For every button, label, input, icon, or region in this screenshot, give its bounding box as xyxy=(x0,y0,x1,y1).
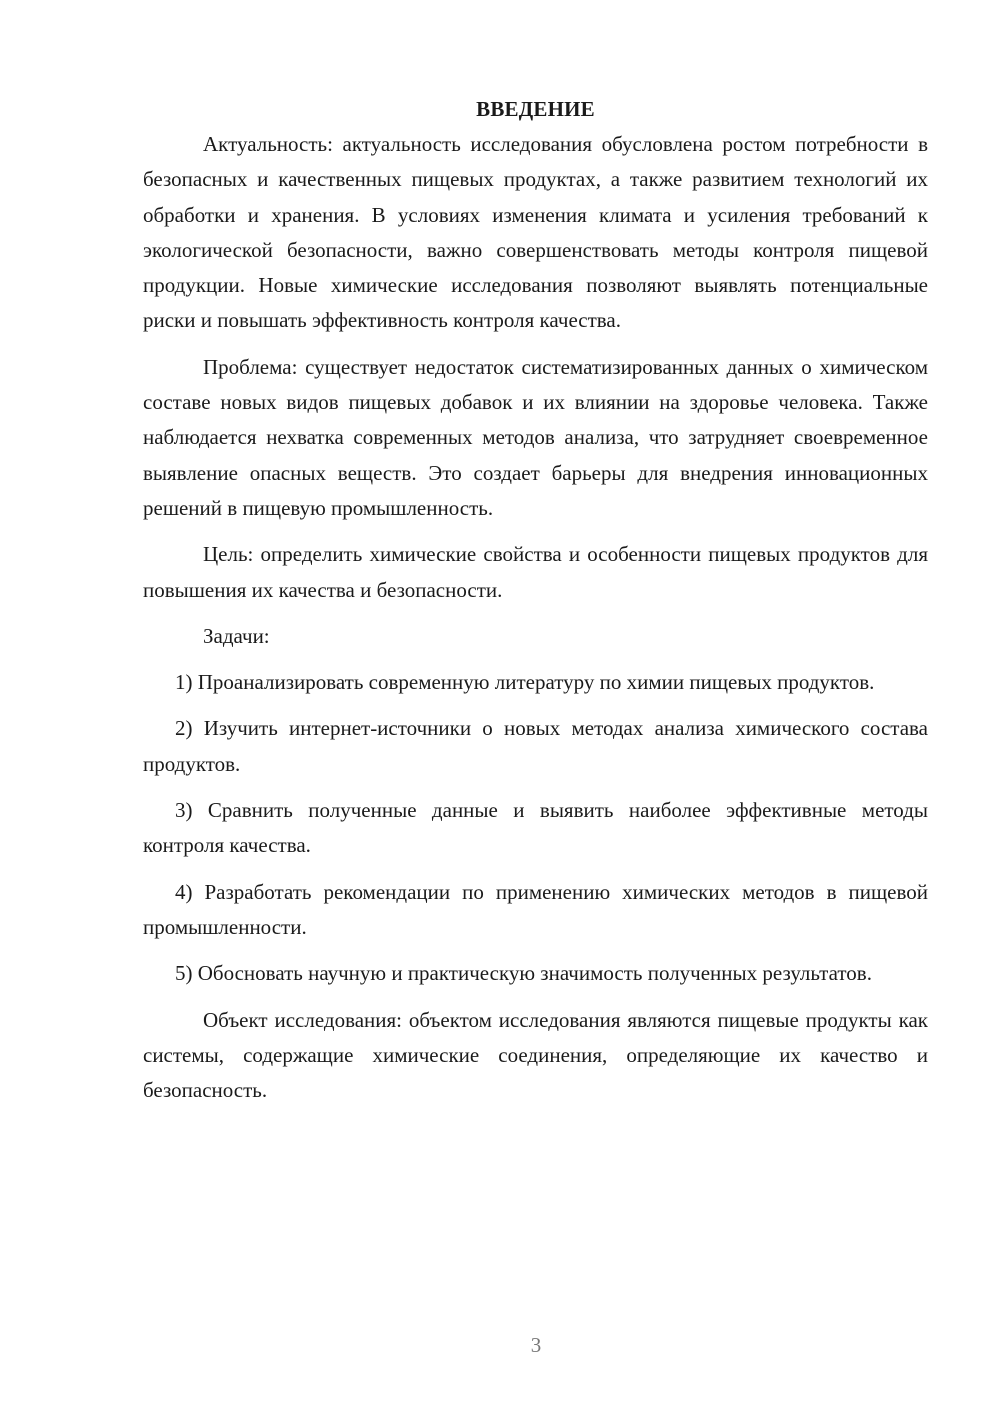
tasks-heading: Задачи: xyxy=(203,623,270,648)
task-item: 1) Проанализировать современную литературу по химии пищевых продуктов. xyxy=(175,670,875,695)
problem-paragraph: Проблема: существует недостаток систематизированных данных о химическом составе новых видов пищевых добавок и их влиянии на здоровье человека. Также наблюдается нехватка современных методов анализа, что затрудняет своевременное выявление опасных веществ. Это создает барьеры для внедрения инновационных решений в пищевую промышленность. xyxy=(143,354,928,520)
task-item: 2) Изучить интернет-источники о новых методах анализа химического состава продуктов. xyxy=(143,716,928,776)
task-item: 3) Сравнить полученные данные и выявить наиболее эффективные методы контроля качества. xyxy=(143,798,928,858)
task-item: 5) Обосновать научную и практическую значимость полученных результатов. xyxy=(175,961,872,986)
page-title: ВВЕДЕНИЕ xyxy=(476,97,595,121)
page-number: 3 xyxy=(530,1333,542,1357)
task-item: 4) Разработать рекомендации по применению химических методов в пищевой промышленности. xyxy=(143,879,928,939)
goal-paragraph: Цель: определить химические свойства и особенности пищевых продуктов для повышения их качества и безопасности. xyxy=(143,542,928,602)
relevance-paragraph: Актуальность: актуальность исследования обусловлена ростом потребности в безопасных и качественных пищевых продуктах, а также развитием технологий их обработки и хранения. В условиях изменения климата и усиления требований к экологической безопасности, важно совершенствовать методы контроля пищевой продукции. Новые химические исследования позволяют выявлять потенциальные риски и повышать эффективность контроля качества. xyxy=(143,132,928,333)
object-paragraph: Объект исследования: объектом исследования являются пищевые продукты как системы, содержащие химические соединения, определяющие их качество и безопасность. xyxy=(143,1007,928,1103)
document-page xyxy=(143,92,928,1108)
